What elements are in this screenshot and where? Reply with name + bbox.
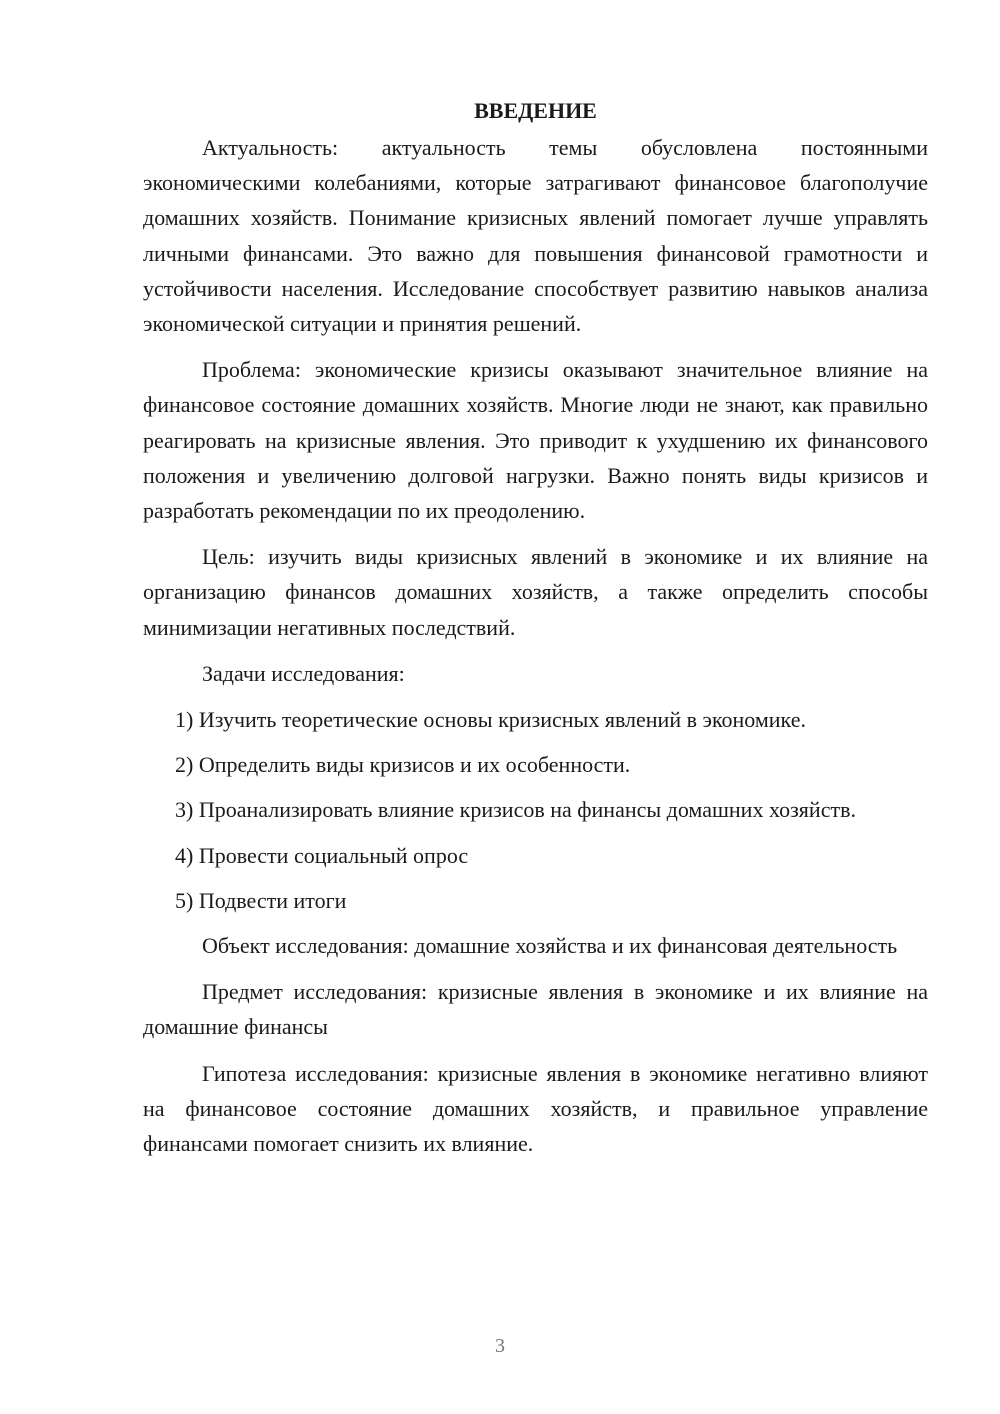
paragraph-relevance: Актуальность: актуальность темы обусловлена постоянными экономическими колебаниями, которые затрагивают финансовое благополучие домашних хозяйств. Понимание кризисных явлений помогает лучше управлять личными финансами. Это важно для повышения финансовой грамотности и устойчивости населения. Исследование способствует развитию навыков анализа экономической ситуации и принятия решений.: [143, 135, 928, 337]
document-page: [143, 96, 928, 1172]
paragraph-problem: Проблема: экономические кризисы оказывают значительное влияние на финансовое состояние домашних хозяйств. Многие люди не знают, как правильно реагировать на кризисные явления. Это приводит к ухудшению их финансового положения и увеличению долговой нагрузки. Важно понять виды кризисов и разработать рекомендации по их преодолению.: [143, 357, 928, 524]
paragraph-hypothesis: Гипотеза исследования: кризисные явления в экономике негативно влияют на финансовое состояние домашних хозяйств, и правильное управление финансами помогает снизить их влияние.: [143, 1060, 928, 1157]
tasks-heading: Задачи исследования:: [202, 660, 405, 686]
paragraph-object: Объект исследования: домашние хозяйства и их финансовая деятельность: [202, 933, 898, 959]
paragraph-goal: Цель: изучить виды кризисных явлений в экономике и их влияние на организацию финансов домашних хозяйств, а также определить способы минимизации негативных последствий.: [143, 544, 928, 640]
page-number: 3: [495, 1335, 505, 1357]
list-item: 2) Определить виды кризисов и их особенности.: [175, 752, 631, 778]
paragraph-subject: Предмет исследования: кризисные явления в экономике и их влияние на домашние финансы: [143, 979, 928, 1040]
list-item: 5) Подвести итоги: [175, 887, 347, 913]
list-item: 1) Изучить теоретические основы кризисных явлений в экономике.: [175, 707, 806, 733]
list-item: 4) Провести социальный опрос: [175, 842, 469, 868]
page-title: ВВЕДЕНИЕ: [474, 98, 597, 123]
list-item: 3) Проанализировать влияние кризисов на финансы домашних хозяйств.: [175, 797, 856, 823]
